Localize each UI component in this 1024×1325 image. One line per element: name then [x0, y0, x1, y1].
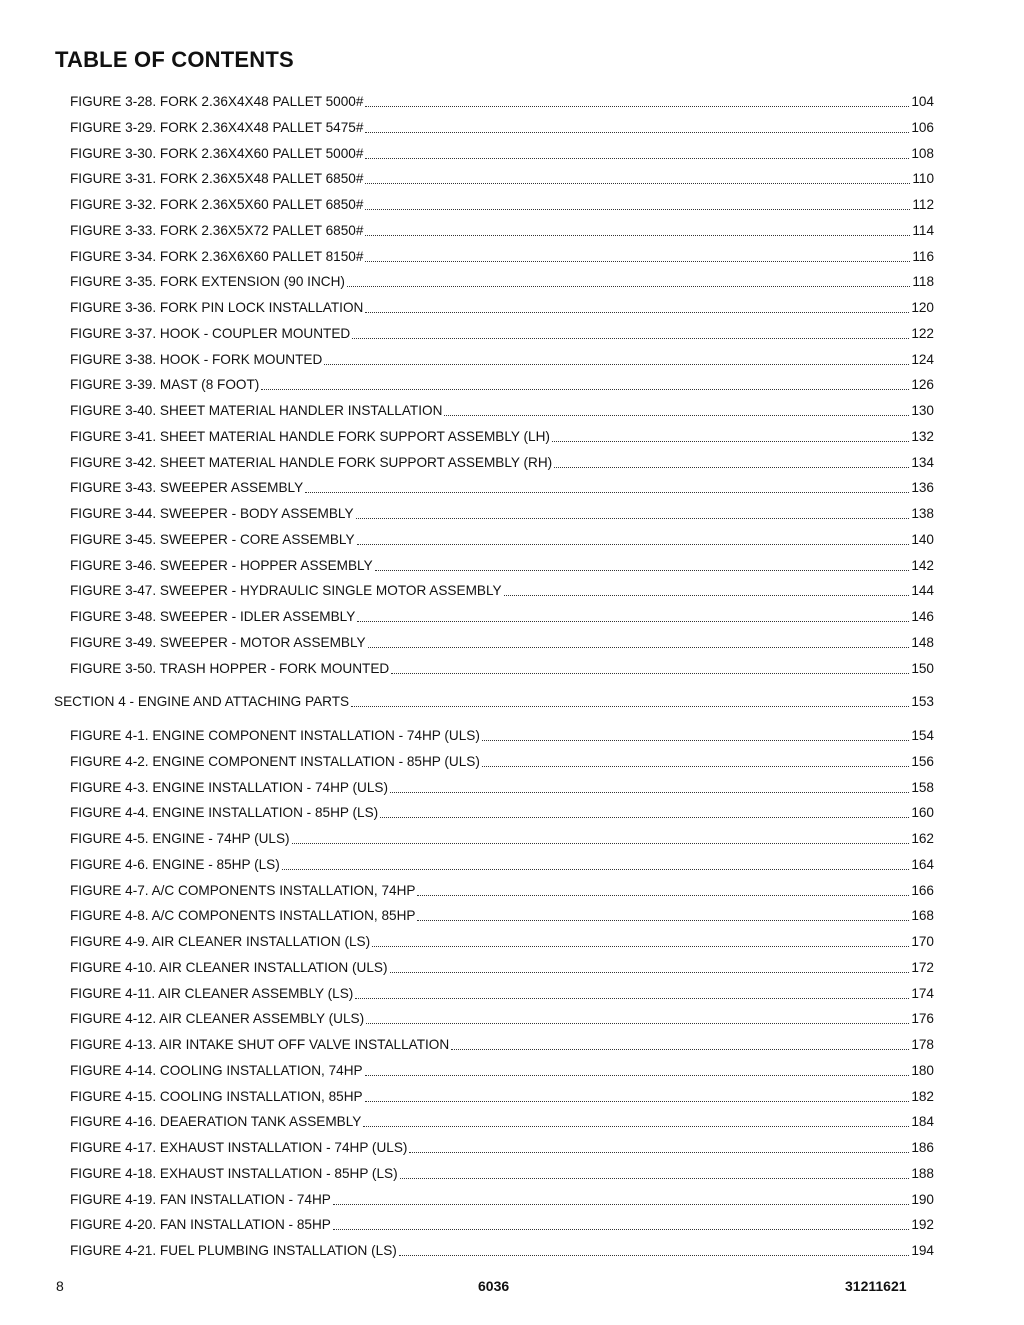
toc-entry[interactable] [70, 1136, 934, 1156]
dot-leader [368, 646, 910, 648]
dot-leader [482, 765, 909, 767]
toc-entry-page: 176 [911, 1011, 934, 1027]
dot-leader [375, 569, 910, 571]
dot-leader [351, 705, 909, 707]
toc-entry[interactable] [70, 1213, 934, 1233]
dot-leader [365, 311, 909, 313]
toc-entry[interactable] [70, 724, 934, 744]
toc-entry-label: FIGURE 4-4. ENGINE INSTALLATION - 85HP (LS) [70, 805, 379, 821]
toc-entry-label: FIGURE 4-21. FUEL PLUMBING INSTALLATION (LS) [70, 1243, 397, 1258]
toc-entry-page: 186 [911, 1140, 934, 1155]
toc-entry-page: 180 [911, 1062, 934, 1078]
toc-entry[interactable] [70, 904, 934, 924]
toc-entry-page: 142 [911, 557, 934, 573]
toc-entry-label: FIGURE 3-39. MAST (8 FOOT) [70, 377, 260, 393]
toc-entry-label: FIGURE 3-40. SHEET MATERIAL HANDLER INSTALLATION [70, 403, 443, 418]
toc-entry[interactable] [70, 956, 934, 976]
dot-leader [324, 363, 909, 365]
toc-entry-label: FIGURE 3-32. FORK 2.36X5X60 PALLET 6850# [70, 197, 364, 212]
dot-leader [554, 466, 909, 468]
toc-entry-label: FIGURE 3-50. TRASH HOPPER - FORK MOUNTED [70, 660, 390, 676]
page-title: TABLE OF CONTENTS [55, 47, 294, 72]
toc-entry[interactable] [70, 270, 934, 290]
dot-leader [333, 1203, 909, 1205]
toc-entry-label: FIGURE 3-28. FORK 2.36X4X48 PALLET 5000# [70, 94, 364, 109]
toc-entry-label: SECTION 4 - ENGINE AND ATTACHING PARTS [54, 694, 350, 710]
toc-entry[interactable] [70, 348, 934, 368]
toc-entry-label: FIGURE 3-45. SWEEPER - CORE ASSEMBLY [70, 531, 355, 547]
toc-entry-label: FIGURE 4-10. AIR CLEANER INSTALLATION (ULS) [70, 959, 388, 975]
toc-entry[interactable] [70, 1059, 934, 1079]
dot-leader [380, 816, 909, 818]
toc-entry-page: 192 [911, 1217, 934, 1233]
footer-model: 6036 [478, 1278, 510, 1294]
toc-entry[interactable] [70, 605, 934, 625]
toc-entry-page: 132 [911, 428, 934, 444]
dot-leader [365, 105, 909, 107]
dot-leader [352, 337, 909, 339]
toc-entry-page: 126 [911, 377, 934, 393]
dot-leader [552, 440, 909, 442]
dot-leader [365, 131, 909, 133]
toc-entry-label: FIGURE 4-8. A/C COMPONENTS INSTALLATION, 85HP [70, 908, 416, 924]
toc-entry-page: 190 [911, 1191, 934, 1207]
toc-entry[interactable] [70, 554, 934, 574]
toc-entry-page: 138 [911, 506, 934, 521]
toc-entry[interactable] [70, 528, 934, 548]
dot-leader [372, 945, 909, 947]
dot-leader [365, 234, 910, 236]
dot-leader [399, 1254, 909, 1256]
dot-leader [356, 517, 910, 519]
dot-leader [357, 543, 910, 545]
toc-entry-label: FIGURE 4-6. ENGINE - 85HP (LS) [70, 856, 280, 872]
toc-entry-label: FIGURE 3-49. SWEEPER - MOTOR ASSEMBLY [70, 634, 366, 650]
toc-entry-label: FIGURE 4-17. EXHAUST INSTALLATION - 74HP (ULS) [70, 1140, 408, 1155]
dot-leader [409, 1151, 909, 1153]
toc-entry[interactable] [70, 801, 934, 821]
toc-entry[interactable] [70, 322, 934, 342]
dot-leader [366, 1022, 909, 1024]
toc-entry[interactable] [70, 930, 934, 950]
toc-entry-page: 116 [912, 248, 934, 264]
toc-entry[interactable] [70, 296, 934, 316]
dot-leader [365, 260, 910, 262]
toc-entry-page: 144 [911, 583, 934, 599]
page-footer [0, 1278, 1024, 1298]
toc-entry-page: 182 [911, 1088, 934, 1104]
toc-entry-page: 122 [911, 325, 934, 341]
toc-entry-page: 148 [911, 634, 934, 650]
toc-entry-page: 168 [911, 908, 934, 924]
toc-entry-page: 184 [911, 1114, 934, 1130]
toc-entry-page: 118 [912, 274, 934, 290]
toc-entry-label: FIGURE 4-1. ENGINE COMPONENT INSTALLATION - 74HP (ULS) [70, 728, 480, 743]
toc-entry-label: FIGURE 4-15. COOLING INSTALLATION, 85HP [70, 1088, 363, 1104]
toc-entry-label: FIGURE 3-34. FORK 2.36X6X60 PALLET 8150# [70, 248, 364, 264]
toc-entry[interactable] [70, 116, 934, 136]
toc-entry[interactable] [70, 399, 934, 419]
dot-leader [444, 414, 909, 416]
dot-leader [282, 868, 910, 870]
dot-leader [417, 919, 909, 921]
toc-entry[interactable] [70, 579, 934, 599]
toc-entry-label: FIGURE 4-12. AIR CLEANER ASSEMBLY (ULS) [70, 1011, 365, 1027]
toc-entry-page: 108 [911, 145, 934, 161]
dot-leader [365, 1074, 910, 1076]
toc-entry-label: FIGURE 4-5. ENGINE - 74HP (ULS) [70, 831, 290, 846]
toc-entry-page: 146 [911, 609, 934, 624]
toc-entry-page: 130 [911, 403, 934, 418]
toc-entry-label: FIGURE 3-33. FORK 2.36X5X72 PALLET 6850# [70, 222, 364, 238]
toc-entry-label: FIGURE 3-37. HOOK - COUPLER MOUNTED [70, 325, 351, 341]
toc-section-entry[interactable] [54, 690, 934, 710]
toc-entry[interactable] [70, 476, 934, 496]
toc-entry[interactable] [70, 1188, 934, 1208]
dot-leader [355, 997, 909, 999]
toc-entry-page: 136 [911, 480, 934, 496]
toc-entry-page: 110 [912, 171, 934, 187]
toc-entry-label: FIGURE 4-11. AIR CLEANER ASSEMBLY (LS) [70, 985, 354, 1001]
toc-entry-page: 154 [911, 728, 934, 743]
toc-entry-page: 134 [911, 454, 934, 470]
toc-entry[interactable] [70, 776, 934, 796]
toc-entry-page: 166 [911, 882, 934, 898]
toc-entry-page: 188 [911, 1165, 934, 1181]
toc-entry-label: FIGURE 3-46. SWEEPER - HOPPER ASSEMBLY [70, 557, 373, 573]
toc-entry[interactable] [70, 827, 934, 847]
toc-entry-label: FIGURE 4-9. AIR CLEANER INSTALLATION (LS) [70, 934, 371, 949]
toc-entry[interactable] [70, 142, 934, 162]
toc-entry-page: 114 [912, 222, 934, 238]
toc-entry-page: 164 [911, 856, 934, 872]
dot-leader [365, 157, 909, 159]
toc-entry-page: 153 [911, 694, 934, 710]
toc-entry-label: FIGURE 4-7. A/C COMPONENTS INSTALLATION, 74HP [70, 882, 416, 898]
footer-doc-number: 31211621 [845, 1278, 907, 1294]
toc-entry[interactable] [70, 1162, 934, 1182]
toc-entry-label: FIGURE 3-31. FORK 2.36X5X48 PALLET 6850# [70, 171, 364, 187]
dot-leader [417, 894, 909, 896]
dot-leader [365, 1100, 910, 1102]
dot-leader [347, 285, 910, 287]
dot-leader [390, 791, 909, 793]
toc-entry-page: 120 [911, 300, 934, 315]
toc-entry-label: FIGURE 4-20. FAN INSTALLATION - 85HP [70, 1217, 331, 1233]
toc-entry-label: FIGURE 3-36. FORK PIN LOCK INSTALLATION [70, 300, 364, 315]
dot-leader [357, 620, 909, 622]
toc-entry-page: 104 [911, 94, 934, 109]
toc-entry-page: 150 [911, 660, 934, 676]
toc-entry-page: 156 [911, 753, 934, 769]
dot-leader [451, 1048, 909, 1050]
dot-leader [363, 1125, 909, 1127]
toc-entry[interactable] [70, 657, 934, 677]
toc-entry-label: FIGURE 3-43. SWEEPER ASSEMBLY [70, 480, 304, 496]
toc-entry[interactable] [70, 90, 934, 110]
toc-entry[interactable] [70, 1239, 934, 1259]
toc-entry[interactable] [70, 879, 934, 899]
toc-entry[interactable] [70, 373, 934, 393]
toc-entry-label: FIGURE 4-3. ENGINE INSTALLATION - 74HP (ULS) [70, 779, 389, 795]
toc-entry[interactable] [70, 1110, 934, 1130]
toc-entry-label: FIGURE 4-19. FAN INSTALLATION - 74HP [70, 1191, 331, 1207]
dot-leader [391, 672, 909, 674]
toc-entry-label: FIGURE 3-41. SHEET MATERIAL HANDLE FORK SUPPORT ASSEMBLY (LH) [70, 428, 550, 444]
toc-entry[interactable] [70, 1033, 934, 1053]
toc-entry[interactable] [70, 167, 934, 187]
toc-entry-page: 112 [912, 197, 934, 212]
toc-entry[interactable] [70, 982, 934, 1002]
toc-entry-page: 124 [911, 351, 934, 367]
toc-entry[interactable] [70, 1085, 934, 1105]
dot-leader [482, 739, 909, 741]
toc-entry[interactable] [70, 245, 934, 265]
toc-entry-label: FIGURE 3-30. FORK 2.36X4X60 PALLET 5000# [70, 145, 364, 161]
toc-entry-page: 106 [911, 119, 934, 135]
toc-entry-label: FIGURE 3-35. FORK EXTENSION (90 INCH) [70, 274, 345, 290]
dot-leader [305, 491, 909, 493]
toc-entry-label: FIGURE 3-38. HOOK - FORK MOUNTED [70, 351, 323, 367]
toc-entry-page: 160 [911, 805, 934, 821]
toc-entry[interactable] [70, 193, 934, 213]
toc-entry-label: FIGURE 4-2. ENGINE COMPONENT INSTALLATION - 85HP (ULS) [70, 753, 480, 769]
toc-entry[interactable] [70, 502, 934, 522]
toc-entry[interactable] [70, 219, 934, 239]
dot-leader [333, 1228, 909, 1230]
toc-entry[interactable] [70, 631, 934, 651]
toc-entry-page: 172 [911, 959, 934, 975]
toc-entry-page: 178 [911, 1037, 934, 1052]
toc-entry-label: FIGURE 3-29. FORK 2.36X4X48 PALLET 5475# [70, 119, 364, 135]
dot-leader [261, 388, 909, 390]
toc-entry-page: 194 [911, 1243, 934, 1258]
toc-entry-page: 174 [911, 985, 934, 1001]
dot-leader [365, 208, 910, 210]
toc-entry[interactable] [70, 425, 934, 445]
toc-entry[interactable] [70, 1007, 934, 1027]
toc-entry-label: FIGURE 4-16. DEAERATION TANK ASSEMBLY [70, 1114, 362, 1130]
toc-entry-label: FIGURE 3-44. SWEEPER - BODY ASSEMBLY [70, 506, 354, 521]
toc-entry-label: FIGURE 3-48. SWEEPER - IDLER ASSEMBLY [70, 609, 356, 624]
dot-leader [365, 182, 910, 184]
toc-entry-label: FIGURE 4-13. AIR INTAKE SHUT OFF VALVE INSTALLATION [70, 1037, 450, 1052]
toc-entry-page: 162 [911, 831, 934, 846]
toc-entry-page: 158 [911, 779, 934, 795]
dot-leader [400, 1177, 910, 1179]
toc-entry-label: FIGURE 3-42. SHEET MATERIAL HANDLE FORK SUPPORT ASSEMBLY (RH) [70, 454, 553, 470]
dot-leader [292, 842, 910, 844]
toc-entry[interactable] [70, 451, 934, 471]
toc-entry[interactable] [70, 750, 934, 770]
toc-entry-page: 140 [911, 531, 934, 547]
toc-entry-page: 170 [911, 934, 934, 949]
toc-entry-label: FIGURE 3-47. SWEEPER - HYDRAULIC SINGLE MOTOR ASSEMBLY [70, 583, 502, 599]
toc-entry[interactable] [70, 853, 934, 873]
dot-leader [504, 594, 910, 596]
footer-page-number: 8 [56, 1278, 64, 1294]
toc-entry-label: FIGURE 4-14. COOLING INSTALLATION, 74HP [70, 1062, 363, 1078]
toc-entry-label: FIGURE 4-18. EXHAUST INSTALLATION - 85HP (LS) [70, 1165, 398, 1181]
dot-leader [390, 971, 910, 973]
